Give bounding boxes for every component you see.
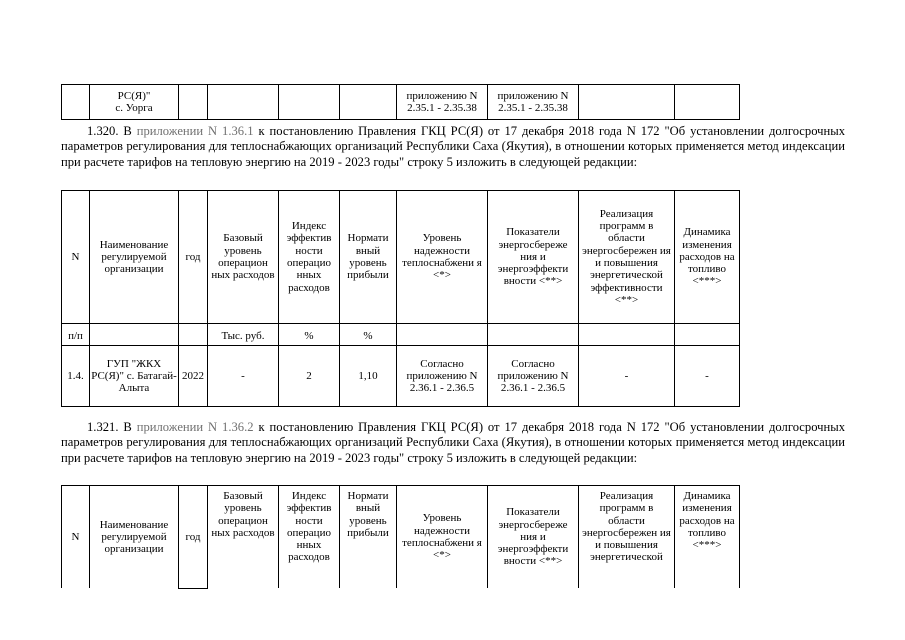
header-profit-norm: Нормати вный уровень прибыли [340, 486, 397, 589]
header-programs: Реализация программ в области энергосбережен ия и повышения энергетической эффективности <**> [579, 191, 675, 324]
cell-line: приложению N [406, 89, 478, 102]
top-table-fragment [61, 84, 740, 120]
cell-fuel-dynamics [675, 85, 740, 120]
cell-profit-norm: 1,10 [340, 346, 397, 407]
paragraph-text-start: В [123, 420, 132, 434]
header-reliability: Уровень надежности теплоснабжени я <*> [397, 191, 488, 324]
header-base-level: Базовый уровень операцион ных расходов [208, 486, 279, 589]
table-header-row [62, 486, 740, 589]
cell-programs: - [579, 346, 675, 407]
cell-n: 1.4. [62, 346, 90, 407]
header-fuel-dynamics: Динамика изменения расходов на топливо <***> [675, 486, 740, 589]
header-base-level: Базовый уровень операцион ных расходов [208, 191, 279, 324]
parameters-table-2 [61, 485, 740, 589]
cell-n [62, 85, 90, 120]
cell-fuel-dynamics: - [675, 346, 740, 407]
unit-base-level: Тыс. руб. [208, 324, 279, 346]
cell-line: приложению N [497, 89, 569, 102]
header-year: год [179, 486, 208, 589]
table-header-row [62, 191, 740, 324]
cell-name: ГУП "ЖКХ РС(Я)" с. Батагай-Алыта [90, 346, 179, 407]
header-n: N [62, 486, 90, 589]
parameters-table [61, 190, 740, 407]
unit-year [179, 324, 208, 346]
paragraph-1-320 [61, 124, 845, 170]
paragraph-text-start: В [123, 124, 132, 138]
name-line: РС(Я)" [117, 89, 151, 102]
header-programs: Реализация программ в области энергосбережен ия и повышения энергетической [579, 486, 675, 589]
cell-base-level [208, 85, 279, 120]
unit-n: п/п [62, 324, 90, 346]
paragraph-1-321 [61, 420, 845, 466]
cell-profit-norm [340, 85, 397, 120]
header-reliability: Уровень надежности теплоснабжени я <*> [397, 486, 488, 589]
cell-line: 2.35.1 - 2.35.38 [407, 102, 477, 114]
cell-efficiency-index: 2 [279, 346, 340, 407]
unit-energy-saving [488, 324, 579, 346]
table-row [62, 85, 740, 120]
cell-energy-saving: Согласно приложению N 2.36.1 - 2.36.5 [488, 346, 579, 407]
cell-energy-saving [488, 85, 579, 120]
cell-base-level: - [208, 346, 279, 407]
header-efficiency-index: Индекс эффектив ности операцио нных расходов [279, 486, 340, 589]
header-name: Наименование регулируемой организации [90, 191, 179, 324]
cell-reliability: Согласно приложению N 2.36.1 - 2.36.5 [397, 346, 488, 407]
unit-programs [579, 324, 675, 346]
header-name: Наименование регулируемой организации [90, 486, 179, 589]
cell-name [90, 85, 179, 120]
unit-reliability [397, 324, 488, 346]
appendix-link[interactable]: приложении N 1.36.2 [136, 420, 254, 434]
unit-fuel-dynamics [675, 324, 740, 346]
unit-name [90, 324, 179, 346]
cell-line: 2.35.1 - 2.35.38 [498, 102, 568, 114]
cell-year [179, 85, 208, 120]
header-efficiency-index: Индекс эффектив ности операцио нных расходов [279, 191, 340, 324]
paragraph-number: 1.320. [87, 124, 119, 138]
table-units-row [62, 324, 740, 346]
unit-efficiency-index: % [279, 324, 340, 346]
cell-year: 2022 [179, 346, 208, 407]
paragraph-number: 1.321. [87, 420, 119, 434]
paragraph-text: к постановлению Правления ГКЦ РС(Я) от 17 декабря 2018 года N 172 "Об установлении долгосрочных параметров регулирования для теплоснабжающих организаций Республики Саха (Якутия), в отношении которых применяется метод индексации при расчете тарифов на тепловую энергию на 2019 - 2023 годы" строку 5 изложить в следующей редакции: [61, 420, 845, 465]
header-fuel-dynamics: Динамика изменения расходов на топливо <***> [675, 191, 740, 324]
header-n: N [62, 191, 90, 324]
cell-programs [579, 85, 675, 120]
paragraph-text: к постановлению Правления ГКЦ РС(Я) от 17 декабря 2018 года N 172 "Об установлении долгосрочных параметров регулирования для теплоснабжающих организаций Республики Саха (Якутия), в отношении которых применяется метод индексации при расчете тарифов на тепловую энергию на 2019 - 2023 годы" строку 5 изложить в следующей редакции: [61, 124, 845, 169]
table-row [62, 346, 740, 407]
unit-profit-norm: % [340, 324, 397, 346]
name-line: с. Уорга [115, 102, 153, 114]
header-year: год [179, 191, 208, 324]
header-energy-saving: Показатели энергосбереже ния и энергоэффекти вности <**> [488, 191, 579, 324]
appendix-link[interactable]: приложении N 1.36.1 [136, 124, 254, 138]
cell-reliability [397, 85, 488, 120]
cell-efficiency-index [279, 85, 340, 120]
header-energy-saving: Показатели энергосбереже ния и энергоэффекти вности <**> [488, 486, 579, 589]
header-profit-norm: Нормати вный уровень прибыли [340, 191, 397, 324]
